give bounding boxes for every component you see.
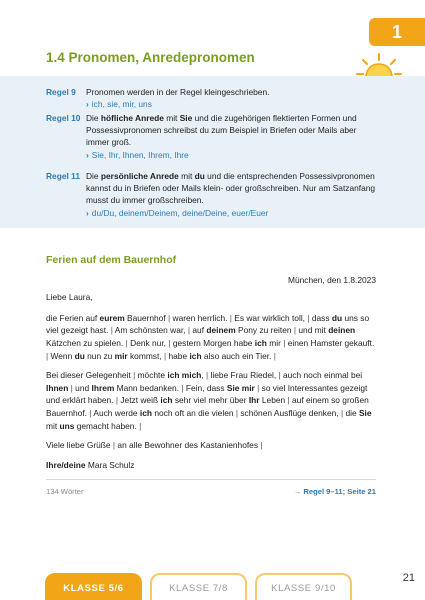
segment-divider: | [187, 325, 191, 336]
text-run: du [74, 350, 85, 361]
text-run: D [204, 207, 212, 218]
text-run: Pony zu reiten [235, 325, 294, 336]
text-run: , [133, 99, 139, 110]
segment-divider: | [46, 350, 49, 361]
text-run: also auch ein Tier. [201, 350, 274, 361]
text-run: Ihnen [46, 382, 69, 393]
text-run: , [117, 99, 123, 110]
text-run: du [194, 171, 205, 181]
text-run: deinen [328, 325, 356, 336]
text-run: ich [189, 350, 202, 361]
text-run: / [202, 207, 205, 218]
text-run: Bei dieser Gelegenheit [46, 370, 134, 381]
text-run: D [148, 207, 155, 218]
rule-example [86, 207, 376, 219]
segment-divider: | [89, 407, 92, 418]
text-run: mir [122, 99, 134, 110]
segment-divider: | [273, 350, 276, 361]
rule-label: Regel 11 [46, 171, 80, 181]
text-run: auf [190, 325, 207, 336]
text-run: I [108, 149, 111, 160]
segment-divider: | [293, 325, 297, 336]
rule-example-text [92, 208, 269, 218]
text-run: , [102, 99, 108, 110]
text-run: möchte [135, 370, 168, 381]
text-run: Mara Schulz [85, 459, 135, 470]
text-run: an alle Bewohner des Kastanienhofes [115, 440, 261, 451]
letter-title: Ferien auf dem Bauernhof [46, 254, 177, 266]
text-run: deinem [206, 325, 236, 336]
segment-divider: | [163, 350, 167, 361]
letter-signature [46, 459, 376, 472]
segment-divider: | [70, 382, 73, 393]
letter-paragraph [46, 312, 376, 362]
text-run: mir [266, 337, 284, 348]
rule-example-text [92, 99, 152, 109]
text-run: Kätzchen zu spielen. [46, 337, 126, 348]
text-run: nun zu [84, 350, 115, 361]
tab-klasse-5-6[interactable]: KLASSE 5/6 [45, 573, 142, 600]
text-run: uns [59, 420, 75, 431]
segment-divider: | [168, 312, 171, 323]
text-run: Ihre/deine [46, 459, 86, 470]
segment-divider: | [283, 337, 286, 348]
text-run: Ihr [248, 395, 260, 406]
text-run: S [91, 149, 98, 160]
text-run: uer [256, 207, 269, 218]
rule-example [86, 149, 376, 161]
text-run: I [148, 149, 151, 160]
text-run: deine [182, 207, 203, 218]
text-run: hnen, [124, 149, 149, 160]
text-run: Viele liebe Grüße [46, 440, 113, 451]
chapter-number: 1 [391, 21, 402, 42]
letter-exercise [46, 254, 376, 499]
rule-example [86, 98, 376, 110]
text-run: Fein, dass [183, 382, 227, 393]
segment-divider: | [235, 407, 239, 418]
text-run: du [331, 312, 343, 323]
rule-9 [46, 86, 376, 110]
rule-10 [46, 112, 376, 161]
text-run: mir [114, 350, 128, 361]
text-run: auch noch einmal bei [280, 370, 363, 381]
text-run: E [250, 207, 257, 218]
chevron-right-icon: › [86, 207, 89, 218]
text-run: eine, [211, 207, 232, 218]
text-run: mit [178, 171, 195, 181]
segment-divider: | [133, 370, 136, 381]
rule-reference-link[interactable]: → Regel 9–11; Seite 21 [293, 487, 376, 497]
text-run: Ihrem [91, 382, 115, 393]
text-run: so viel Interessantes gezeigt und erklärt haben. [46, 382, 368, 406]
segment-divider: | [125, 337, 128, 348]
letter-greeting: Liebe Laura, [46, 292, 93, 303]
text-run: Am schönsten war, [112, 325, 188, 336]
text-run: deinem [118, 207, 147, 218]
grade-tabs [45, 573, 352, 600]
text-run: ie, [97, 149, 109, 160]
text-run: ich [160, 395, 173, 406]
text-run: gestern Morgen habe [170, 337, 255, 348]
text-run: / [248, 207, 251, 218]
text-run: , [201, 370, 207, 381]
segment-divider: | [340, 407, 344, 418]
text-run: / [101, 207, 104, 218]
text-run: du [91, 207, 102, 218]
segment-divider: | [278, 370, 281, 381]
text-run: liebe Frau Riedel, [208, 370, 279, 381]
text-run: hr, [110, 149, 123, 160]
page-number: 21 [402, 572, 415, 584]
text-run: Sie [179, 113, 193, 123]
text-run: hrem, [150, 149, 175, 160]
text-run: ich [91, 99, 103, 110]
letter-date: München, den 1.8.2023 [287, 274, 376, 285]
rules-box [0, 76, 425, 228]
text-run: noch oft an die vielen [152, 407, 236, 418]
text-run: sie [107, 99, 118, 110]
text-run: die Ferien auf [46, 312, 100, 323]
rule-label: Regel 9 [46, 87, 76, 97]
chevron-right-icon: › [86, 99, 89, 110]
text-run: I [174, 149, 177, 160]
text-run: und mit [296, 325, 329, 336]
text-run: Sie [358, 407, 372, 418]
text-run: mit [46, 420, 60, 431]
segment-divider: | [168, 337, 171, 348]
text-run: Es war wirklich toll, [231, 312, 308, 323]
segment-divider: | [307, 312, 310, 323]
text-run: Jetzt weiß [118, 395, 161, 406]
text-run: eurem [99, 312, 125, 323]
text-run: uns so viel gezeigt hast. [46, 312, 370, 336]
text-run: / [146, 207, 149, 218]
text-run: kommst, [127, 350, 164, 361]
text-run: einen Hamster gekauft. [285, 337, 375, 348]
rule-example-text [92, 150, 189, 160]
letter-paragraph [46, 369, 376, 432]
text-run: , [114, 207, 119, 218]
segment-divider: | [229, 312, 232, 323]
rule-text: Pronomen werden in der Regel kleingeschrieben. [86, 87, 270, 97]
text-run: Mann bedanken. [114, 382, 182, 393]
text-run: sehr viel mehr über [172, 395, 249, 406]
text-run: Die [86, 113, 101, 123]
segment-divider: | [257, 382, 260, 393]
text-run: die [343, 407, 359, 418]
text-run: uns [138, 99, 152, 110]
text-run: ich mich [167, 370, 202, 381]
segment-divider: | [287, 395, 290, 406]
text-run: Auch werde [91, 407, 140, 418]
text-run: auf einem so großen Bauernhof. [46, 395, 369, 418]
text-run: ich [139, 407, 153, 418]
chapter-number-tab [369, 18, 425, 46]
text-run: habe [166, 350, 190, 361]
rule-label: Regel 10 [46, 113, 81, 123]
segment-divider: | [110, 325, 113, 336]
segment-divider: | [139, 420, 142, 431]
segment-divider: | [181, 382, 184, 393]
text-run: waren herrlich. [170, 312, 230, 323]
text-run: schönen Ausflüge denken, [238, 407, 341, 418]
text-run: einem, [154, 207, 183, 218]
section-title: 1.4 Pronomen, Anredepronomen [46, 50, 255, 65]
text-run: ich [254, 337, 267, 348]
text-run: Bauernhof [124, 312, 168, 323]
text-run: mit [163, 113, 180, 123]
text-run: und die zugehörigen flektierten Formen und Possessivpronomen schreibst du zum Beispiel in Briefen oder Mails aber immer groß. [86, 113, 357, 148]
text-run: gemacht haben. [74, 420, 140, 431]
text-run: Denk nur, [127, 337, 169, 348]
text-run: hre [176, 149, 189, 160]
tab-klasse-9-10[interactable]: KLASSE 9/10 [255, 573, 352, 600]
text-run: I [122, 149, 125, 160]
text-run: Leben [259, 395, 288, 406]
rule-11 [46, 170, 376, 219]
text-run: persönliche Anrede [100, 171, 179, 181]
text-run: und die entsprechenden Possessivpronomen kannst du in Briefen oder Mails klein- oder großschreiben. Nur am Satzanfang musst du immer großschreiben. [86, 171, 376, 206]
text-run: dass [309, 312, 332, 323]
segment-divider: | [112, 440, 116, 451]
text-run: Sie mir [226, 382, 255, 393]
letter-closing [46, 439, 376, 452]
rule-text [86, 170, 376, 207]
chevron-right-icon: › [86, 149, 89, 160]
segment-divider: | [260, 440, 263, 451]
text-run: und [72, 382, 92, 393]
text-run: Wenn [48, 350, 75, 361]
tab-klasse-7-8[interactable]: KLASSE 7/8 [150, 573, 247, 600]
text-run: Die [86, 171, 101, 181]
text-run: euer [231, 207, 249, 218]
segment-divider: | [206, 370, 209, 381]
rule-text [86, 112, 376, 149]
word-count: 134 Wörter [46, 487, 84, 497]
letter-footer [46, 479, 376, 499]
text-run: höfliche Anrede [100, 113, 164, 123]
text-run: Du [103, 207, 115, 218]
segment-divider: | [115, 395, 119, 406]
